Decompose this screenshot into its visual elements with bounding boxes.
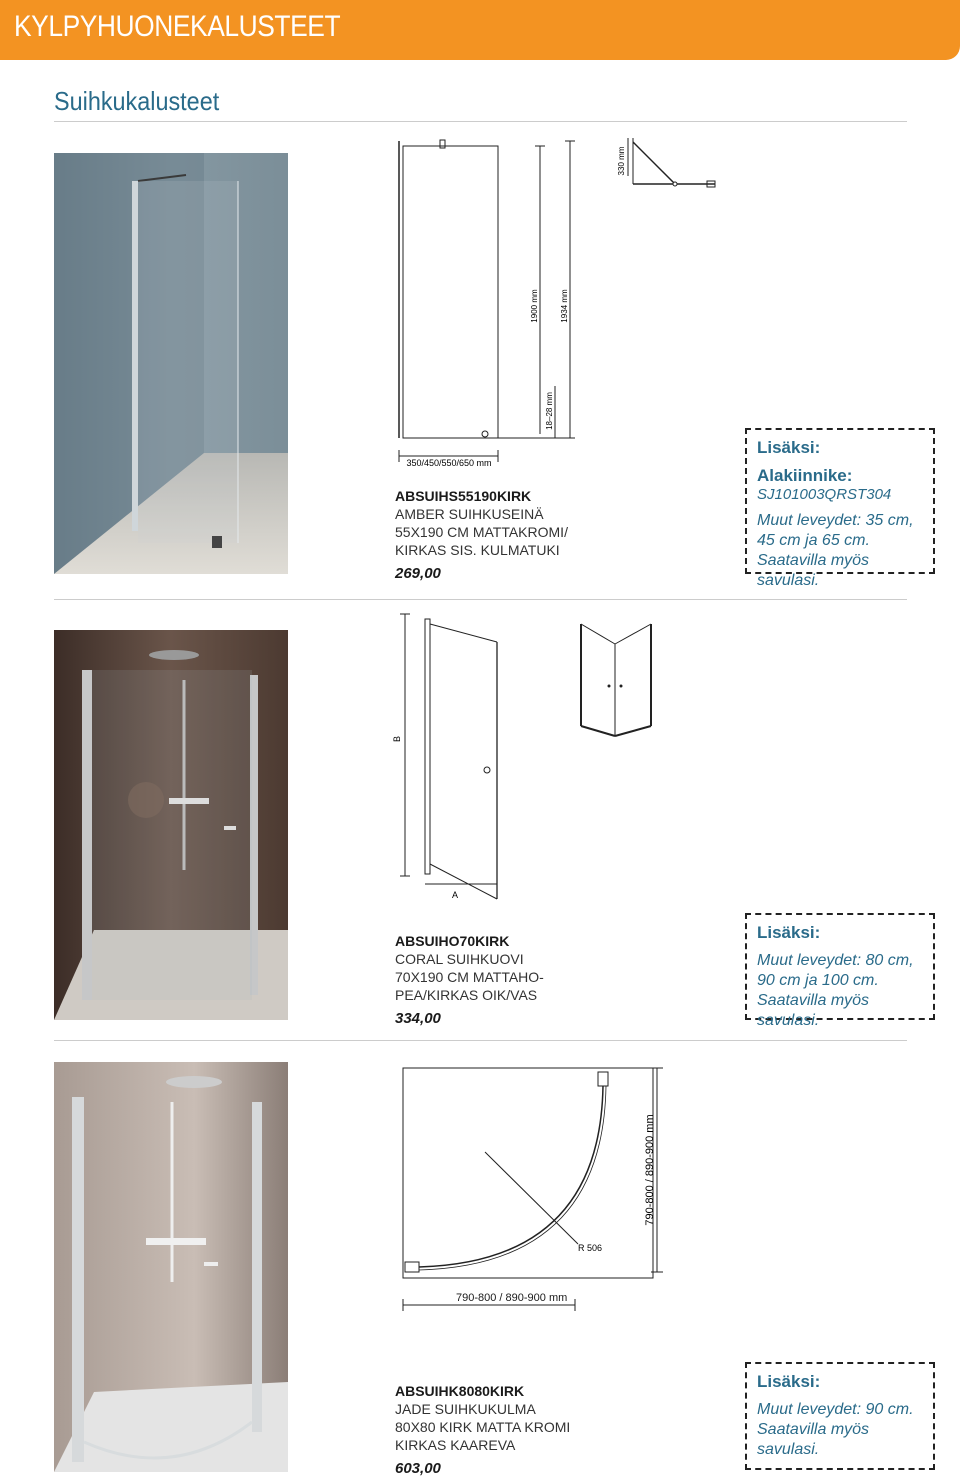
technical-drawing-1 [395,136,735,471]
extra-subtitle: Alakiinnike: [757,466,853,485]
extra-info-box [745,428,935,589]
section-title: Suihkukalusteet [54,86,220,116]
extra-line: Saatavilla myös savulasi. [757,992,870,1029]
extra-info-box [745,1362,935,1470]
dim-gap: 18–28 mm [545,392,554,430]
extra-code: SJ101003QRST304 [757,486,892,503]
extra-line: 90 cm ja 100 cm. [757,972,879,989]
dim-b: B [392,735,402,743]
product-info-amber [395,488,735,582]
product-desc-line: 80X80 KIRK MATTA KROMI [395,1419,571,1435]
extra-line: Muut leveydet: 80 cm, [757,952,914,969]
divider [54,121,907,122]
product-desc-line: KIRKAS SIS. KULMATUKI [395,542,560,558]
product-desc-line: PEA/KIRKAS OIK/VAS [395,987,538,1003]
extra-info-box [745,913,935,1029]
extra-title: Lisäksi: [757,438,821,457]
header-title: KYLPYHUONEKALUSTEET [14,10,341,43]
product-price: 334,00 [395,1010,441,1027]
product-info-jade [395,1383,735,1477]
divider [54,599,907,600]
side-dim-label: 790-800 / 890-900 mm [644,1114,656,1226]
product-desc-line: CORAL SUIHKUOVI [395,951,524,967]
product-photo-amber [54,153,288,574]
extra-line: Saatavilla myös savulasi. [757,552,870,589]
product-desc-line: 55X190 CM MATTAKROMI/ [395,524,568,540]
technical-drawing-2 [392,614,665,909]
dim-height-1934: 1934 mm [560,289,569,323]
product-code: ABSUIHO70KIRK [395,933,510,949]
extra-line: 45 cm ja 65 cm. [757,532,870,549]
dim-height-1900: 1900 mm [530,289,539,323]
header-bar [0,0,960,60]
extra-line: Muut leveydet: 90 cm. [757,1401,914,1418]
product-info-coral [395,933,735,1027]
product-code: ABSUIHK8080KIRK [395,1383,525,1399]
product-photo-jade [54,1062,288,1472]
product-code: ABSUIHS55190KIRK [395,488,532,504]
product-price: 603,00 [395,1460,441,1477]
product-desc-line: AMBER SUIHKUSEINÄ [395,506,544,522]
extra-line: Muut leveydet: 35 cm, [757,512,914,529]
dim-a: A [451,890,459,900]
extra-line: Saatavilla myös savulasi. [757,1421,870,1458]
product-desc-line: KIRKAS KAAREVA [395,1437,516,1453]
product-photo-coral [54,630,288,1020]
extra-title: Lisäksi: [757,1372,821,1391]
product-desc-line: JADE SUIHKUKULMA [395,1401,536,1417]
bottom-dim-label: 790-800 / 890-900 mm [456,1292,568,1304]
product-price: 269,00 [395,565,441,582]
product-desc-line: 70X190 CM MATTAHO- [395,969,544,985]
radius-label: R 506 [578,1243,603,1253]
extra-title: Lisäksi: [757,923,821,942]
technical-drawing-3 [395,1062,675,1317]
divider [54,1040,907,1041]
dim-depth: 330 mm [617,146,626,176]
dim-width: 350/450/550/650 mm [406,458,492,468]
